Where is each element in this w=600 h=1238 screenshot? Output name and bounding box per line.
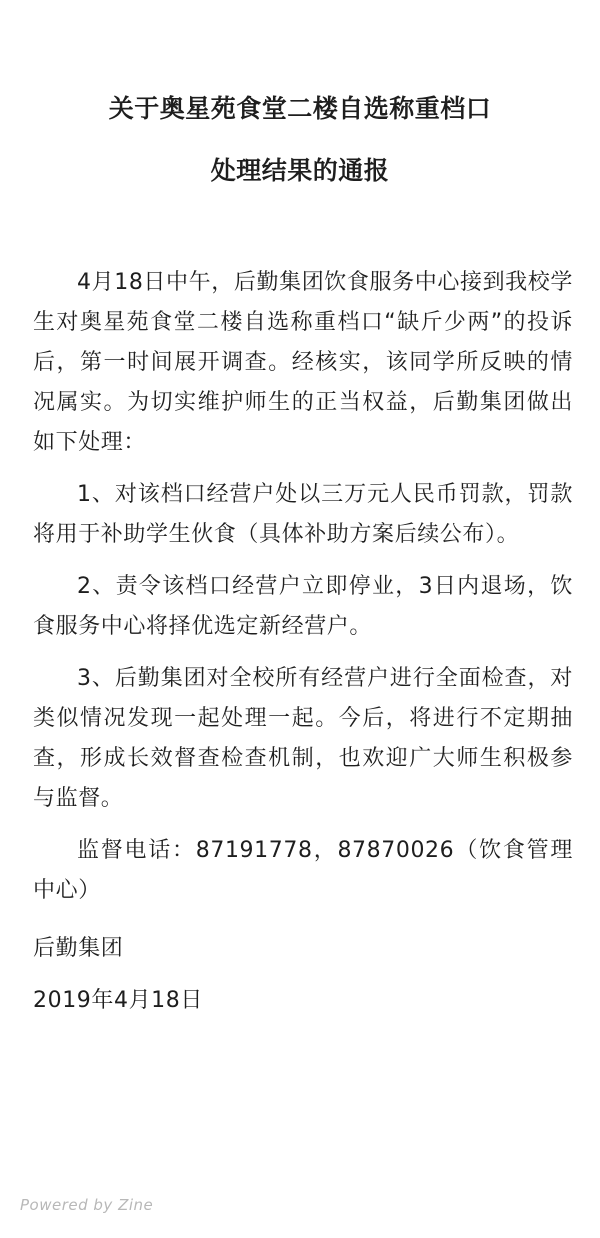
- paragraph-item-3: 3、后勤集团对全校所有经营户进行全面检查，对类似情况发现一起处理一起。今后，将进行不定期抽查，形成长效督查检查机制，也欢迎广大师生积极参与监督。: [33, 666, 573, 811]
- paragraph-item-2: 2、责令该档口经营户立即停业，3日内退场，饮食服务中心将择优选定新经营户。: [33, 574, 573, 639]
- powered-by-label: Powered by Zine: [20, 1196, 154, 1214]
- date: 2019年4月18日: [33, 988, 203, 1013]
- title-line-1: 关于奥星苑食堂二楼自选称重档口: [108, 94, 492, 123]
- title-line-2: 处理结果的通报: [210, 156, 390, 185]
- signature: 后勤集团: [33, 936, 124, 961]
- paragraph-hotline: 监督电话：87191778，87870026（饮食管理中心）: [33, 838, 573, 903]
- paragraph-item-1: 1、对该档口经营户处以三万元人民币罚款，罚款将用于补助学生伙食（具体补助方案后续公布）。: [33, 482, 573, 547]
- paragraph-intro: 4月18日中午，后勤集团饮食服务中心接到我校学生对奥星苑食堂二楼自选称重档口“缺斤少两”的投诉后，第一时间展开调查。经核实，该同学所反映的情况属实。为切实维护师生的正当权益，后勤集团做出如下处理：: [33, 270, 573, 455]
- notice-body: [33, 263, 573, 1033]
